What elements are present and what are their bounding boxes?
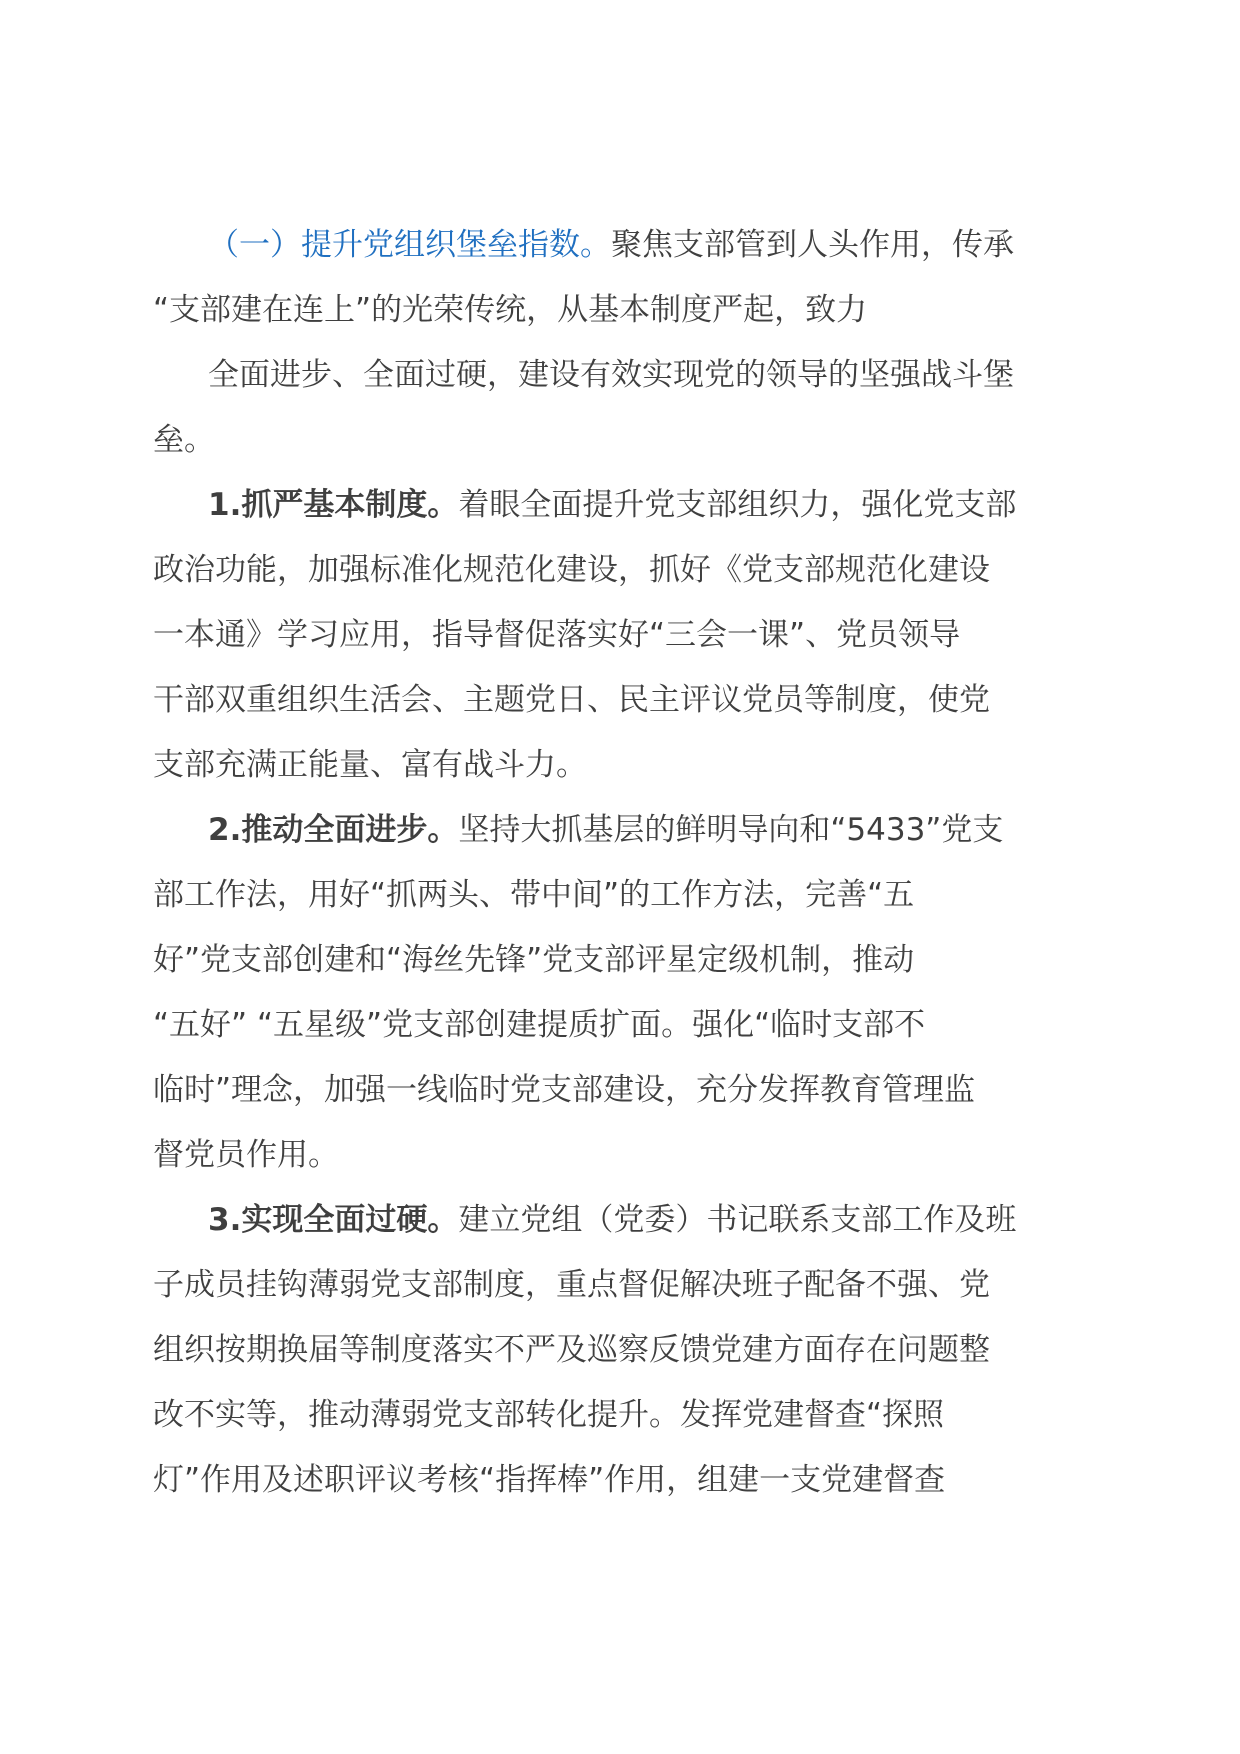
item3-text: 建立党组（党委）书记联系支部工作及班	[458, 1202, 1017, 1238]
item3-line5: 灯”作用及述职评议考核“指挥棒”作用，组建一支党建督查	[153, 1462, 946, 1498]
item3-line4: 改不实等，推动薄弱党支部转化提升。发挥党建督查“探照	[153, 1397, 945, 1433]
document-body	[153, 213, 1093, 1513]
item2-line6: 督党员作用。	[153, 1137, 339, 1173]
item1-text: 着眼全面提升党支部组织力，强化党支部	[458, 487, 1017, 523]
item1-heading: 1.抓严基本制度。	[208, 487, 459, 523]
item1-line1	[153, 473, 1093, 538]
item2-line4: “五好” “五星级”党支部创建提质扩面。强化“临时支部不	[153, 1007, 926, 1043]
item3-line1	[153, 1188, 1093, 1253]
item2-text: 坚持大抓基层的鲜明导向和“5433”党支	[458, 812, 1004, 848]
section1-line3: 全面进步、全面过硬，建设有效实现党的领导的坚强战斗堡	[208, 357, 1014, 393]
item2-line1	[153, 798, 1093, 863]
item2-line2: 部工作法，用好“抓两头、带中间”的工作方法，完善“五	[153, 877, 915, 913]
item3-line2: 子成员挂钩薄弱党支部制度，重点督促解决班子配备不强、党	[153, 1267, 990, 1303]
item1-line2: 政治功能，加强标准化规范化建设，抓好《党支部规范化建设	[153, 552, 990, 588]
section1-line4: 垒。	[153, 422, 215, 458]
item2-line3: 好”党支部创建和“海丝先锋”党支部评星定级机制，推动	[153, 942, 915, 978]
item2-line5: 临时”理念，加强一线临时党支部建设，充分发挥教育管理监	[153, 1072, 976, 1108]
item2-heading: 2.推动全面进步。	[208, 812, 459, 848]
section1-heading: （一）提升党组织堡垒指数。	[208, 227, 611, 263]
item3-line3: 组织按期换届等制度落实不严及巡察反馈党建方面存在问题整	[153, 1332, 990, 1368]
section1-text: 聚焦支部管到人头作用，传承	[611, 227, 1014, 263]
section1-line1	[153, 213, 1093, 278]
section1-line2: “支部建在连上”的光荣传统，从基本制度严起，致力	[153, 292, 868, 328]
item3-heading: 3.实现全面过硬。	[208, 1202, 459, 1238]
item1-line4: 干部双重组织生活会、主题党日、民主评议党员等制度，使党	[153, 682, 990, 718]
item1-line5: 支部充满正能量、富有战斗力。	[153, 747, 587, 783]
item1-line3: 一本通》学习应用，指导督促落实好“三会一课”、党员领导	[153, 617, 961, 653]
